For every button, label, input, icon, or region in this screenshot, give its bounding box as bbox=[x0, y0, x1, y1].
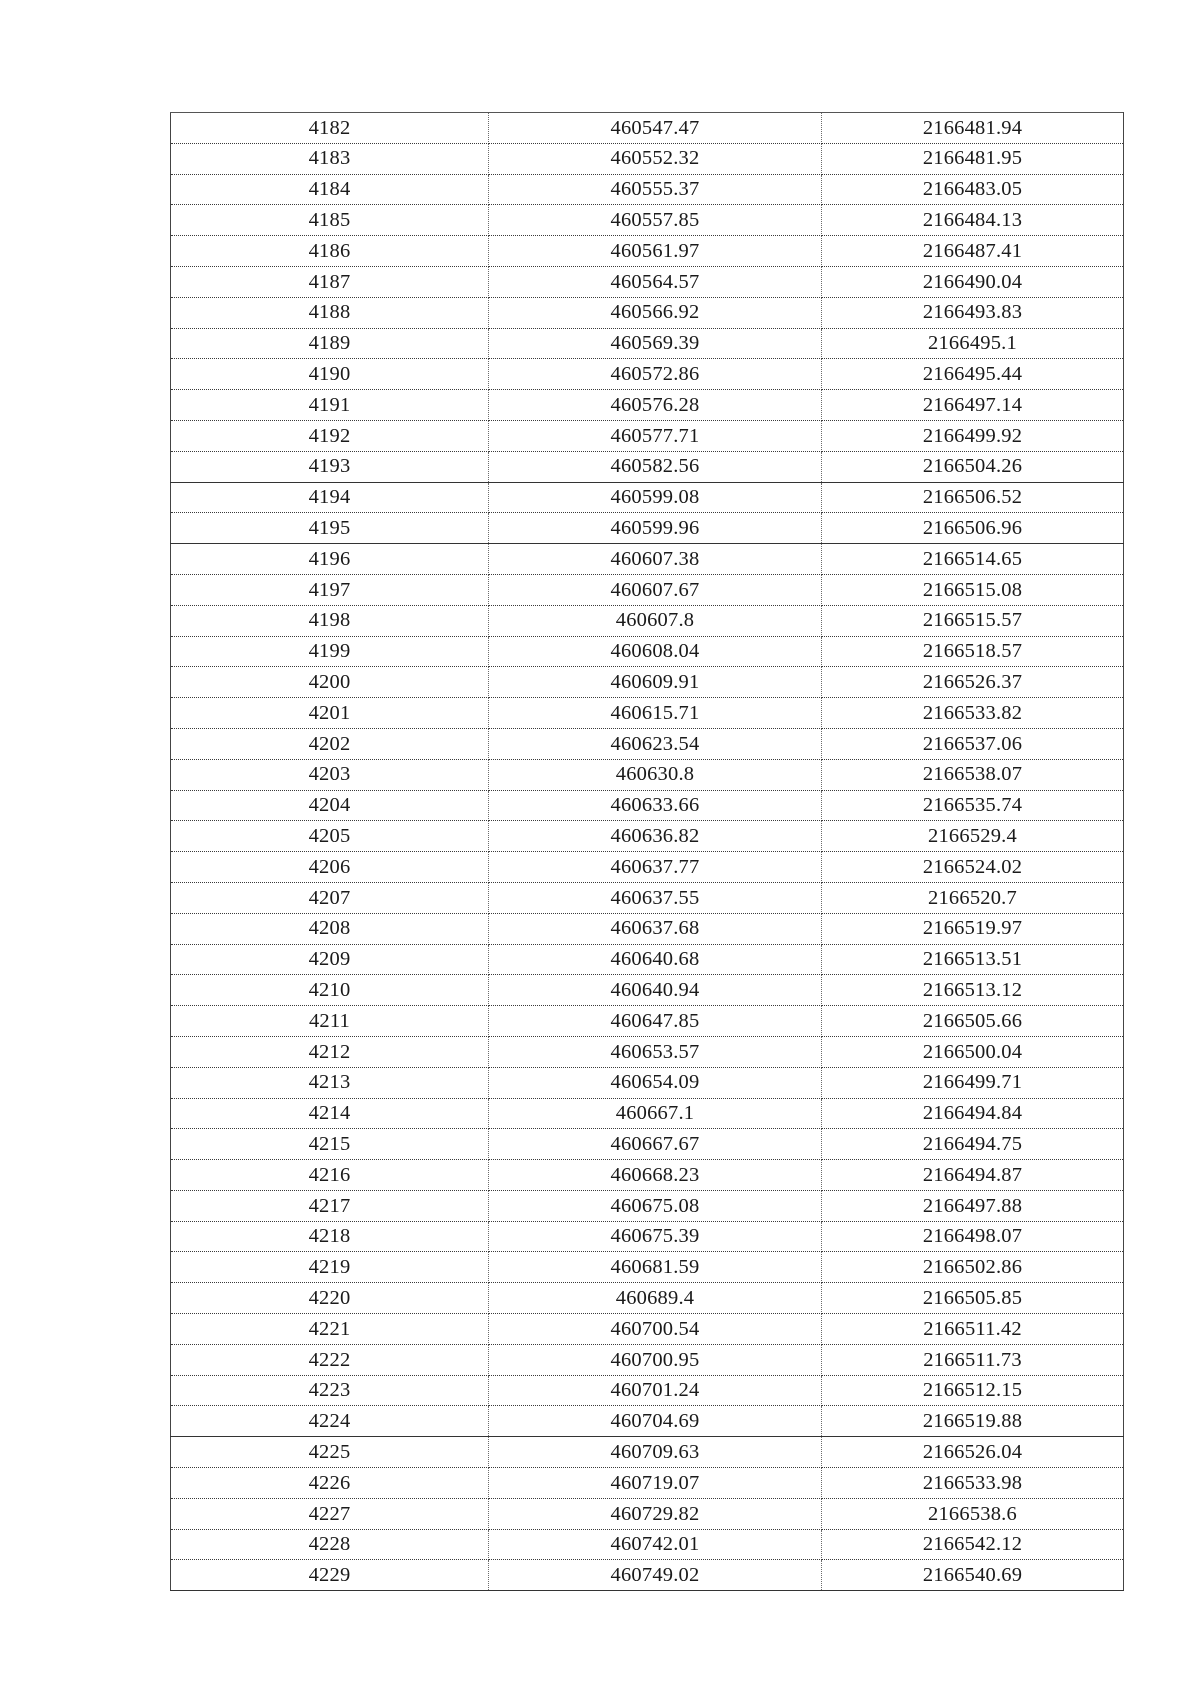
y-coordinate-cell: 2166497.88 bbox=[822, 1190, 1124, 1221]
point-id-cell: 4224 bbox=[171, 1406, 489, 1437]
table-row bbox=[171, 667, 1124, 698]
point-id-cell: 4194 bbox=[171, 482, 489, 513]
table-row bbox=[171, 482, 1124, 513]
y-coordinate-cell: 2166518.57 bbox=[822, 636, 1124, 667]
x-coordinate-cell: 460675.39 bbox=[489, 1221, 822, 1252]
point-id-cell: 4219 bbox=[171, 1252, 489, 1283]
point-id-cell: 4202 bbox=[171, 728, 489, 759]
table-row bbox=[171, 882, 1124, 913]
point-id-cell: 4213 bbox=[171, 1067, 489, 1098]
point-id-cell: 4197 bbox=[171, 574, 489, 605]
y-coordinate-cell: 2166497.14 bbox=[822, 390, 1124, 421]
y-coordinate-cell: 2166538.6 bbox=[822, 1498, 1124, 1529]
table-row bbox=[171, 728, 1124, 759]
table-row bbox=[171, 328, 1124, 359]
x-coordinate-cell: 460630.8 bbox=[489, 759, 822, 790]
x-coordinate-cell: 460599.08 bbox=[489, 482, 822, 513]
point-id-cell: 4192 bbox=[171, 420, 489, 451]
y-coordinate-cell: 2166515.08 bbox=[822, 574, 1124, 605]
table-row bbox=[171, 297, 1124, 328]
y-coordinate-cell: 2166538.07 bbox=[822, 759, 1124, 790]
point-id-cell: 4191 bbox=[171, 390, 489, 421]
table-row bbox=[171, 205, 1124, 236]
table-row bbox=[171, 1221, 1124, 1252]
table-row bbox=[171, 1529, 1124, 1560]
y-coordinate-cell: 2166519.97 bbox=[822, 913, 1124, 944]
x-coordinate-cell: 460667.67 bbox=[489, 1129, 822, 1160]
table-row bbox=[171, 143, 1124, 174]
table-row bbox=[171, 1283, 1124, 1314]
point-id-cell: 4226 bbox=[171, 1468, 489, 1499]
table-row bbox=[171, 513, 1124, 544]
point-id-cell: 4229 bbox=[171, 1560, 489, 1591]
point-id-cell: 4225 bbox=[171, 1437, 489, 1468]
table-row bbox=[171, 605, 1124, 636]
coordinate-table-body bbox=[171, 113, 1124, 1591]
x-coordinate-cell: 460615.71 bbox=[489, 698, 822, 729]
x-coordinate-cell: 460576.28 bbox=[489, 390, 822, 421]
table-row bbox=[171, 1314, 1124, 1345]
y-coordinate-cell: 2166504.26 bbox=[822, 451, 1124, 482]
table-row bbox=[171, 544, 1124, 575]
x-coordinate-cell: 460700.54 bbox=[489, 1314, 822, 1345]
point-id-cell: 4203 bbox=[171, 759, 489, 790]
y-coordinate-cell: 2166542.12 bbox=[822, 1529, 1124, 1560]
x-coordinate-cell: 460607.38 bbox=[489, 544, 822, 575]
x-coordinate-cell: 460709.63 bbox=[489, 1437, 822, 1468]
y-coordinate-cell: 2166526.04 bbox=[822, 1437, 1124, 1468]
table-row bbox=[171, 759, 1124, 790]
y-coordinate-cell: 2166533.82 bbox=[822, 698, 1124, 729]
table-row bbox=[171, 913, 1124, 944]
table-row bbox=[171, 1160, 1124, 1191]
x-coordinate-cell: 460668.23 bbox=[489, 1160, 822, 1191]
table-row bbox=[171, 852, 1124, 883]
x-coordinate-cell: 460675.08 bbox=[489, 1190, 822, 1221]
x-coordinate-cell: 460742.01 bbox=[489, 1529, 822, 1560]
x-coordinate-cell: 460700.95 bbox=[489, 1344, 822, 1375]
y-coordinate-cell: 2166514.65 bbox=[822, 544, 1124, 575]
point-id-cell: 4206 bbox=[171, 852, 489, 883]
y-coordinate-cell: 2166540.69 bbox=[822, 1560, 1124, 1591]
point-id-cell: 4209 bbox=[171, 944, 489, 975]
y-coordinate-cell: 2166502.86 bbox=[822, 1252, 1124, 1283]
table-row bbox=[171, 1190, 1124, 1221]
y-coordinate-cell: 2166490.04 bbox=[822, 266, 1124, 297]
coordinate-table bbox=[170, 112, 1124, 1591]
x-coordinate-cell: 460701.24 bbox=[489, 1375, 822, 1406]
x-coordinate-cell: 460636.82 bbox=[489, 821, 822, 852]
point-id-cell: 4199 bbox=[171, 636, 489, 667]
y-coordinate-cell: 2166513.51 bbox=[822, 944, 1124, 975]
x-coordinate-cell: 460607.8 bbox=[489, 605, 822, 636]
x-coordinate-cell: 460572.86 bbox=[489, 359, 822, 390]
y-coordinate-cell: 2166511.42 bbox=[822, 1314, 1124, 1345]
table-row bbox=[171, 1437, 1124, 1468]
x-coordinate-cell: 460719.07 bbox=[489, 1468, 822, 1499]
point-id-cell: 4183 bbox=[171, 143, 489, 174]
y-coordinate-cell: 2166533.98 bbox=[822, 1468, 1124, 1499]
point-id-cell: 4189 bbox=[171, 328, 489, 359]
point-id-cell: 4196 bbox=[171, 544, 489, 575]
point-id-cell: 4185 bbox=[171, 205, 489, 236]
y-coordinate-cell: 2166500.04 bbox=[822, 1036, 1124, 1067]
y-coordinate-cell: 2166506.96 bbox=[822, 513, 1124, 544]
table-row bbox=[171, 1098, 1124, 1129]
table-row bbox=[171, 944, 1124, 975]
x-coordinate-cell: 460552.32 bbox=[489, 143, 822, 174]
point-id-cell: 4186 bbox=[171, 236, 489, 267]
table-row bbox=[171, 698, 1124, 729]
x-coordinate-cell: 460749.02 bbox=[489, 1560, 822, 1591]
x-coordinate-cell: 460640.68 bbox=[489, 944, 822, 975]
x-coordinate-cell: 460689.4 bbox=[489, 1283, 822, 1314]
table-row bbox=[171, 266, 1124, 297]
x-coordinate-cell: 460681.59 bbox=[489, 1252, 822, 1283]
x-coordinate-cell: 460564.57 bbox=[489, 266, 822, 297]
x-coordinate-cell: 460557.85 bbox=[489, 205, 822, 236]
table-row bbox=[171, 113, 1124, 144]
table-row bbox=[171, 1252, 1124, 1283]
x-coordinate-cell: 460577.71 bbox=[489, 420, 822, 451]
x-coordinate-cell: 460637.55 bbox=[489, 882, 822, 913]
y-coordinate-cell: 2166515.57 bbox=[822, 605, 1124, 636]
point-id-cell: 4214 bbox=[171, 1098, 489, 1129]
point-id-cell: 4190 bbox=[171, 359, 489, 390]
x-coordinate-cell: 460623.54 bbox=[489, 728, 822, 759]
x-coordinate-cell: 460582.56 bbox=[489, 451, 822, 482]
y-coordinate-cell: 2166495.1 bbox=[822, 328, 1124, 359]
point-id-cell: 4212 bbox=[171, 1036, 489, 1067]
table-row bbox=[171, 1560, 1124, 1591]
y-coordinate-cell: 2166487.41 bbox=[822, 236, 1124, 267]
x-coordinate-cell: 460640.94 bbox=[489, 975, 822, 1006]
y-coordinate-cell: 2166506.52 bbox=[822, 482, 1124, 513]
point-id-cell: 4198 bbox=[171, 605, 489, 636]
point-id-cell: 4208 bbox=[171, 913, 489, 944]
table-row bbox=[171, 359, 1124, 390]
y-coordinate-cell: 2166494.84 bbox=[822, 1098, 1124, 1129]
table-row bbox=[171, 1498, 1124, 1529]
table-row bbox=[171, 236, 1124, 267]
x-coordinate-cell: 460566.92 bbox=[489, 297, 822, 328]
y-coordinate-cell: 2166499.92 bbox=[822, 420, 1124, 451]
y-coordinate-cell: 2166513.12 bbox=[822, 975, 1124, 1006]
x-coordinate-cell: 460729.82 bbox=[489, 1498, 822, 1529]
y-coordinate-cell: 2166494.75 bbox=[822, 1129, 1124, 1160]
point-id-cell: 4201 bbox=[171, 698, 489, 729]
table-row bbox=[171, 574, 1124, 605]
x-coordinate-cell: 460555.37 bbox=[489, 174, 822, 205]
point-id-cell: 4221 bbox=[171, 1314, 489, 1345]
y-coordinate-cell: 2166498.07 bbox=[822, 1221, 1124, 1252]
point-id-cell: 4223 bbox=[171, 1375, 489, 1406]
x-coordinate-cell: 460607.67 bbox=[489, 574, 822, 605]
table-row bbox=[171, 1036, 1124, 1067]
y-coordinate-cell: 2166505.66 bbox=[822, 1006, 1124, 1037]
point-id-cell: 4187 bbox=[171, 266, 489, 297]
point-id-cell: 4204 bbox=[171, 790, 489, 821]
table-row bbox=[171, 1375, 1124, 1406]
point-id-cell: 4205 bbox=[171, 821, 489, 852]
point-id-cell: 4216 bbox=[171, 1160, 489, 1191]
point-id-cell: 4182 bbox=[171, 113, 489, 144]
x-coordinate-cell: 460637.77 bbox=[489, 852, 822, 883]
table-row bbox=[171, 390, 1124, 421]
x-coordinate-cell: 460599.96 bbox=[489, 513, 822, 544]
point-id-cell: 4217 bbox=[171, 1190, 489, 1221]
y-coordinate-cell: 2166535.74 bbox=[822, 790, 1124, 821]
point-id-cell: 4195 bbox=[171, 513, 489, 544]
x-coordinate-cell: 460637.68 bbox=[489, 913, 822, 944]
y-coordinate-cell: 2166512.15 bbox=[822, 1375, 1124, 1406]
y-coordinate-cell: 2166481.94 bbox=[822, 113, 1124, 144]
y-coordinate-cell: 2166524.02 bbox=[822, 852, 1124, 883]
x-coordinate-cell: 460608.04 bbox=[489, 636, 822, 667]
y-coordinate-cell: 2166481.95 bbox=[822, 143, 1124, 174]
y-coordinate-cell: 2166519.88 bbox=[822, 1406, 1124, 1437]
x-coordinate-cell: 460654.09 bbox=[489, 1067, 822, 1098]
point-id-cell: 4218 bbox=[171, 1221, 489, 1252]
table-row bbox=[171, 1129, 1124, 1160]
point-id-cell: 4207 bbox=[171, 882, 489, 913]
x-coordinate-cell: 460561.97 bbox=[489, 236, 822, 267]
point-id-cell: 4227 bbox=[171, 1498, 489, 1529]
x-coordinate-cell: 460704.69 bbox=[489, 1406, 822, 1437]
table-row bbox=[171, 1406, 1124, 1437]
table-row bbox=[171, 451, 1124, 482]
x-coordinate-cell: 460569.39 bbox=[489, 328, 822, 359]
point-id-cell: 4222 bbox=[171, 1344, 489, 1375]
point-id-cell: 4200 bbox=[171, 667, 489, 698]
y-coordinate-cell: 2166537.06 bbox=[822, 728, 1124, 759]
x-coordinate-cell: 460667.1 bbox=[489, 1098, 822, 1129]
y-coordinate-cell: 2166529.4 bbox=[822, 821, 1124, 852]
y-coordinate-cell: 2166493.83 bbox=[822, 297, 1124, 328]
y-coordinate-cell: 2166526.37 bbox=[822, 667, 1124, 698]
x-coordinate-cell: 460547.47 bbox=[489, 113, 822, 144]
y-coordinate-cell: 2166499.71 bbox=[822, 1067, 1124, 1098]
y-coordinate-cell: 2166495.44 bbox=[822, 359, 1124, 390]
point-id-cell: 4210 bbox=[171, 975, 489, 1006]
point-id-cell: 4215 bbox=[171, 1129, 489, 1160]
y-coordinate-cell: 2166483.05 bbox=[822, 174, 1124, 205]
table-row bbox=[171, 1344, 1124, 1375]
point-id-cell: 4193 bbox=[171, 451, 489, 482]
y-coordinate-cell: 2166520.7 bbox=[822, 882, 1124, 913]
table-row bbox=[171, 420, 1124, 451]
x-coordinate-cell: 460609.91 bbox=[489, 667, 822, 698]
point-id-cell: 4184 bbox=[171, 174, 489, 205]
table-row bbox=[171, 1006, 1124, 1037]
y-coordinate-cell: 2166511.73 bbox=[822, 1344, 1124, 1375]
y-coordinate-cell: 2166505.85 bbox=[822, 1283, 1124, 1314]
table-row bbox=[171, 975, 1124, 1006]
table-row bbox=[171, 174, 1124, 205]
y-coordinate-cell: 2166494.87 bbox=[822, 1160, 1124, 1191]
point-id-cell: 4188 bbox=[171, 297, 489, 328]
table-row bbox=[171, 821, 1124, 852]
table-row bbox=[171, 636, 1124, 667]
point-id-cell: 4211 bbox=[171, 1006, 489, 1037]
y-coordinate-cell: 2166484.13 bbox=[822, 205, 1124, 236]
table-row bbox=[171, 790, 1124, 821]
point-id-cell: 4220 bbox=[171, 1283, 489, 1314]
table-row bbox=[171, 1468, 1124, 1499]
table-row bbox=[171, 1067, 1124, 1098]
x-coordinate-cell: 460647.85 bbox=[489, 1006, 822, 1037]
x-coordinate-cell: 460633.66 bbox=[489, 790, 822, 821]
point-id-cell: 4228 bbox=[171, 1529, 489, 1560]
x-coordinate-cell: 460653.57 bbox=[489, 1036, 822, 1067]
